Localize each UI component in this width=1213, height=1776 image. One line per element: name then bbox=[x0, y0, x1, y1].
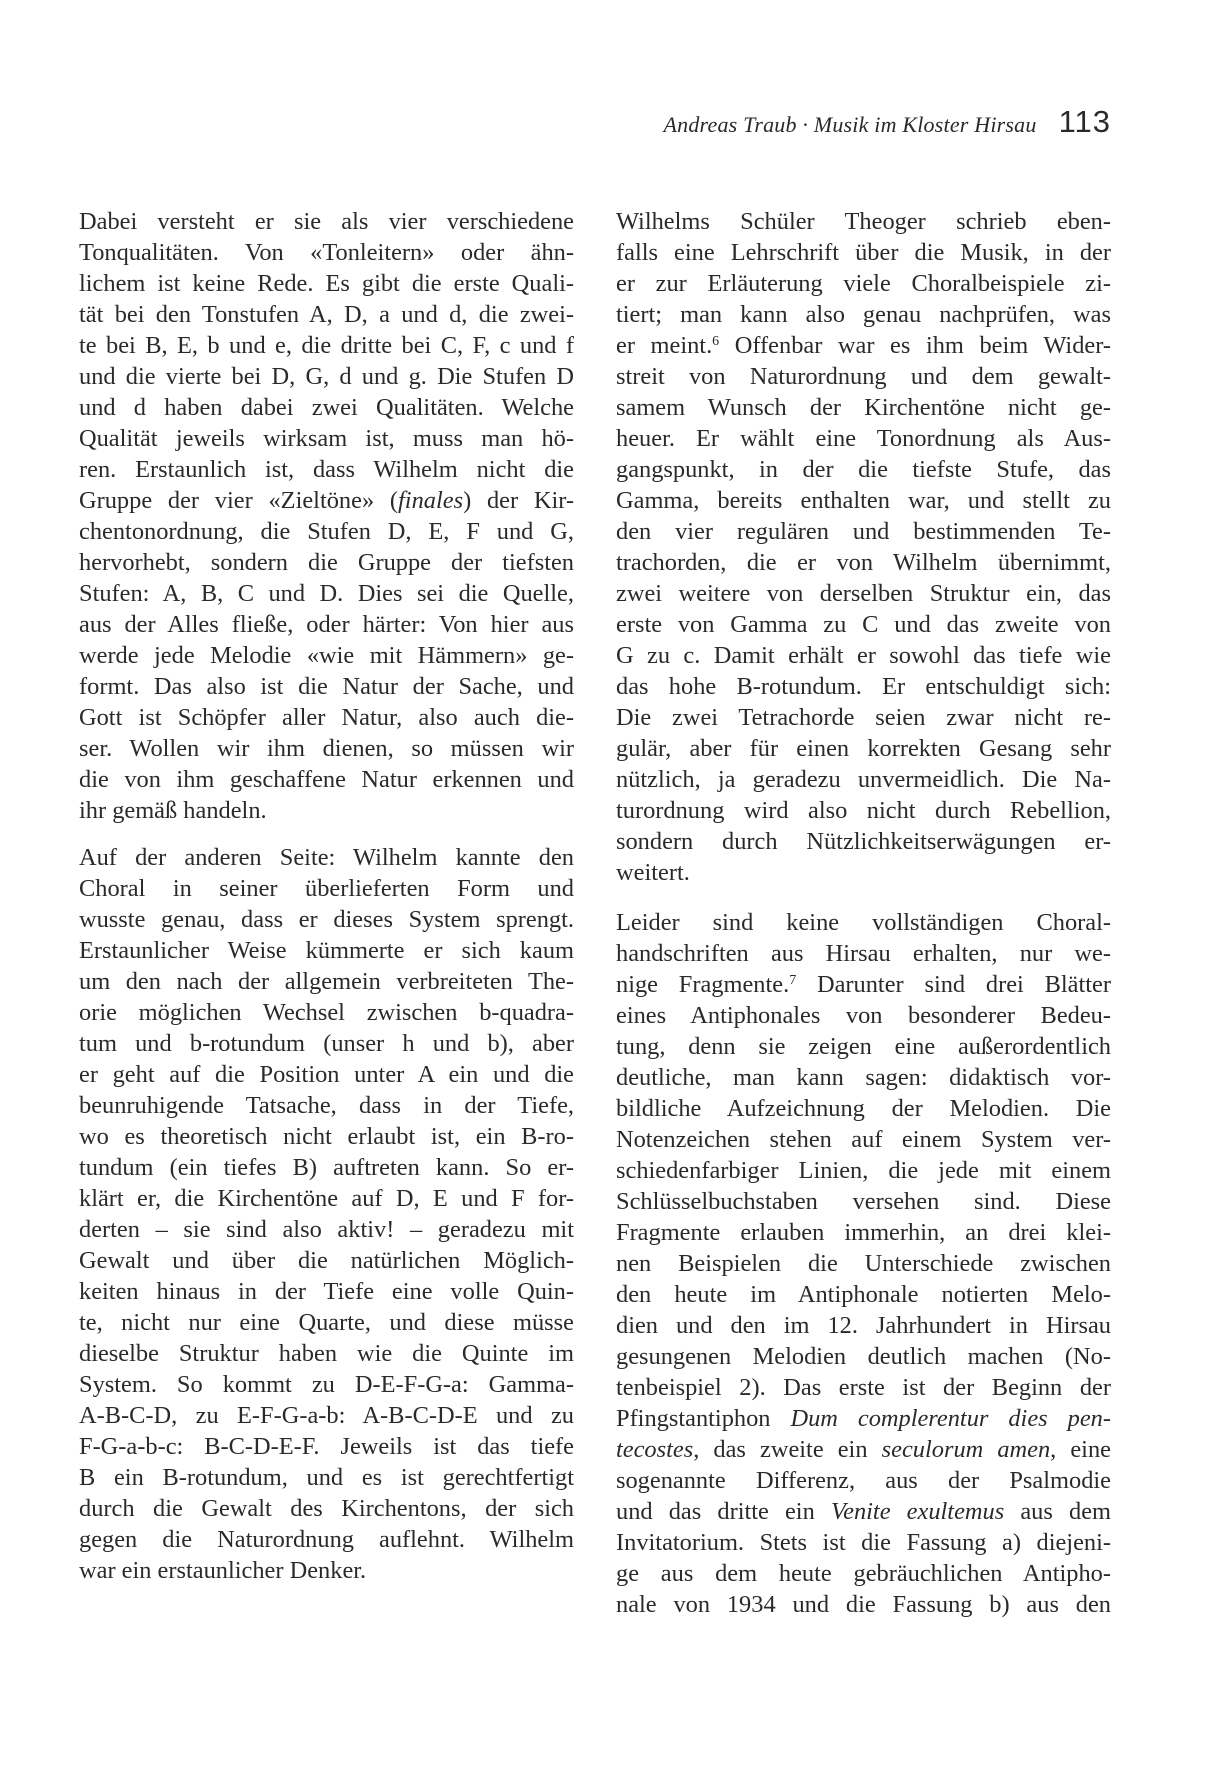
text-line: System. So kommt zu D-E-F-G-a: Gamma- bbox=[79, 1371, 574, 1398]
text-line: nen Beispielen die Unterschiede zwischen bbox=[616, 1250, 1111, 1277]
text-segment: Darunter sind drei Blätter bbox=[816, 971, 1111, 998]
text-line: zwei weitere von derselben Struktur ein, das bbox=[616, 580, 1111, 607]
text-line: Fragmente erlauben immerhin, an drei klei- bbox=[616, 1219, 1111, 1246]
text-line: tiert; man kann also genau nachprüfen, was bbox=[616, 301, 1111, 328]
text-line: Die zwei Tetrachorde seien zwar nicht re- bbox=[616, 704, 1111, 731]
text-line bbox=[616, 1403, 1111, 1434]
text-line: Notenzeichen stehen auf einem System ver- bbox=[616, 1126, 1111, 1153]
text-line: heuer. Er wählt eine Tonordnung als Aus- bbox=[616, 425, 1111, 452]
italic-title: Dum complerentur dies pen- bbox=[790, 1405, 1111, 1432]
text-line: wo es theoretisch nicht erlaubt ist, ein B-ro- bbox=[79, 1123, 574, 1150]
text-line: beunruhigende Tatsache, dass in der Tiefe, bbox=[79, 1092, 574, 1119]
text-line bbox=[616, 1496, 1111, 1527]
text-line: streit von Naturordnung und dem gewalt- bbox=[616, 363, 1111, 390]
footnote-ref-7[interactable]: 7 bbox=[789, 973, 797, 988]
text-line: tundum (ein tiefes B) auftreten kann. So er- bbox=[79, 1154, 574, 1181]
text-line: A-B-C-D, zu E-F-G-a-b: A-B-C-D-E und zu bbox=[79, 1402, 574, 1429]
text-line: sondern durch Nützlichkeitserwägungen er- bbox=[616, 828, 1111, 855]
text-line: Qualität jeweils wirksam ist, muss man hö- bbox=[79, 425, 574, 452]
italic-title: tecostes bbox=[616, 1436, 694, 1463]
text-line: den vier regulären und bestimmenden Te- bbox=[616, 518, 1111, 545]
text-line: er zur Erläuterung viele Choralbeispiele zi- bbox=[616, 270, 1111, 297]
left-column bbox=[79, 206, 574, 1602]
text-line: dieselbe Struktur haben wie die Quinte im bbox=[79, 1340, 574, 1367]
text-line: gangspunkt, in der die tiefste Stufe, das bbox=[616, 456, 1111, 483]
text-line: gesungenen Melodien deutlich machen (No- bbox=[616, 1343, 1111, 1370]
text-line: gegen die Naturordnung auflehnt. Wilhelm bbox=[79, 1526, 574, 1553]
text-line: ser. Wollen wir ihm dienen, so müssen wir bbox=[79, 735, 574, 762]
text-line: das hohe B-rotundum. Er entschuldigt sich: bbox=[616, 673, 1111, 700]
text-line bbox=[616, 330, 1111, 361]
text-line: G zu c. Damit erhält er sowohl das tiefe wie bbox=[616, 642, 1111, 669]
text-line: Gamma, bereits enthalten war, und stellt zu bbox=[616, 487, 1111, 514]
text-line: te, nicht nur eine Quarte, und diese müsse bbox=[79, 1309, 574, 1336]
text-line: die von ihm geschaffene Natur erkennen und bbox=[79, 766, 574, 793]
text-line: deutliche, man kann sagen: didaktisch vor- bbox=[616, 1064, 1111, 1091]
text-line: Tonqualitäten. Von «Tonleitern» oder ähn- bbox=[79, 239, 574, 266]
text-segment: nige Fragmente. bbox=[616, 971, 790, 998]
italic-term: finales bbox=[398, 487, 464, 514]
text-segment: Pfingstantiphon bbox=[616, 1405, 771, 1432]
text-line: wusste genau, dass er dieses System sprengt. bbox=[79, 906, 574, 933]
paragraph bbox=[616, 206, 1111, 888]
text-line: orie möglichen Wechsel zwischen b-quadra- bbox=[79, 999, 574, 1026]
text-line: tenbeispiel 2). Das erste ist der Beginn der bbox=[616, 1374, 1111, 1401]
text-line bbox=[616, 969, 1111, 1000]
text-line: ge aus dem heute gebräuchlichen Antipho- bbox=[616, 1560, 1111, 1587]
text-line: und d haben dabei zwei Qualitäten. Welche bbox=[79, 394, 574, 421]
text-line: tät bei den Tonstufen A, D, a und d, die zwei- bbox=[79, 301, 574, 328]
text-line: durch die Gewalt des Kirchentons, der sich bbox=[79, 1495, 574, 1522]
text-line: Leider sind keine vollständigen Choral- bbox=[616, 909, 1111, 936]
text-line: keiten hinaus in der Tiefe eine volle Quin- bbox=[79, 1278, 574, 1305]
italic-term: seculorum amen bbox=[881, 1436, 1051, 1463]
text-line: Invitatorium. Stets ist die Fassung a) diejeni- bbox=[616, 1529, 1111, 1556]
text-line: um den nach der allgemein verbreiteten The- bbox=[79, 968, 574, 995]
text-line: nützlich, ja geradezu unvermeidlich. Die Na- bbox=[616, 766, 1111, 793]
text-line: trachorden, die er von Wilhelm übernimmt, bbox=[616, 549, 1111, 576]
text-line: samem Wunsch der Kirchentöne nicht ge- bbox=[616, 394, 1111, 421]
text-line: er geht auf die Position unter A ein und die bbox=[79, 1061, 574, 1088]
text-line: aus der Alles fließe, oder härter: Von hier aus bbox=[79, 611, 574, 638]
paragraph bbox=[79, 842, 574, 1586]
italic-title: Venite exultemus bbox=[830, 1498, 1005, 1525]
text-segment: , eine bbox=[1050, 1436, 1111, 1463]
text-line: handschriften aus Hirsau erhalten, nur we- bbox=[616, 940, 1111, 967]
running-title: Andreas Traub · Musik im Kloster Hirsau bbox=[663, 112, 1037, 137]
text-segment: , das zweite ein bbox=[693, 1436, 868, 1463]
text-line bbox=[616, 1434, 1111, 1465]
text-segment: er meint. bbox=[616, 332, 713, 359]
text-line: Schlüsselbuchstaben versehen sind. Diese bbox=[616, 1188, 1111, 1215]
text-line: turordnung wird also nicht durch Rebellion, bbox=[616, 797, 1111, 824]
text-line: tung, denn sie zeigen eine außerordentlich bbox=[616, 1033, 1111, 1060]
text-line: ihr gemäß handeln. bbox=[79, 797, 267, 824]
text-line: tum und b-rotundum (unser h und b), aber bbox=[79, 1030, 574, 1057]
text-line: war ein erstaunlicher Denker. bbox=[79, 1557, 367, 1584]
text-line: falls eine Lehrschrift über die Musik, in der bbox=[616, 239, 1111, 266]
text-line: den heute im Antiphonale notierten Melo- bbox=[616, 1281, 1111, 1308]
text-line: schiedenfarbiger Linien, die jede mit einem bbox=[616, 1157, 1111, 1184]
text-line: bildliche Aufzeichnung der Melodien. Die bbox=[616, 1095, 1111, 1122]
text-line: derten – sie sind also aktiv! – geradezu mit bbox=[79, 1216, 574, 1243]
text-segment: aus dem bbox=[1020, 1498, 1111, 1525]
text-line: formt. Das also ist die Natur der Sache, und bbox=[79, 673, 574, 700]
text-line: gulär, aber für einen korrekten Gesang sehr bbox=[616, 735, 1111, 762]
text-line: ren. Erstaunlich ist, dass Wilhelm nicht die bbox=[79, 456, 574, 483]
text-line: lichem ist keine Rede. Es gibt die erste Quali- bbox=[79, 270, 574, 297]
text-line: Auf der anderen Seite: Wilhelm kannte den bbox=[79, 844, 574, 871]
running-header bbox=[664, 104, 1112, 140]
page-number: 113 bbox=[1058, 104, 1111, 139]
footnote-ref-6[interactable]: 6 bbox=[712, 334, 720, 349]
text-line: chentonordnung, die Stufen D, E, F und G, bbox=[79, 518, 574, 545]
text-line: B ein B-rotundum, und es ist gerechtfertigt bbox=[79, 1464, 574, 1491]
text-line: dien und den im 12. Jahrhundert in Hirsau bbox=[616, 1312, 1111, 1339]
text-line: nale von 1934 und die Fassung b) aus den bbox=[616, 1591, 1111, 1618]
text-line: Choral in seiner überlieferten Form und bbox=[79, 875, 574, 902]
text-segment: und das dritte ein bbox=[616, 1498, 815, 1525]
text-line: erste von Gamma zu C und das zweite von bbox=[616, 611, 1111, 638]
text-line: Gruppe der vier «Zieltöne» (finales) der Kir- bbox=[79, 487, 575, 514]
text-line: Gewalt und über die natürlichen Möglich- bbox=[79, 1247, 574, 1274]
text-line: F-G-a-b-c: B-C-D-E-F. Jeweils ist das tiefe bbox=[79, 1433, 574, 1460]
text-line: Dabei versteht er sie als vier verschiedene bbox=[79, 208, 574, 235]
right-column bbox=[616, 206, 1111, 1639]
text-line: eines Antiphonales von besonderer Bedeu- bbox=[616, 1002, 1111, 1029]
text-line: und die vierte bei D, G, d und g. Die Stufen D bbox=[79, 363, 574, 390]
text-line: hervorhebt, sondern die Gruppe der tiefsten bbox=[79, 549, 574, 576]
text-segment: Offenbar war es ihm beim Wider- bbox=[734, 332, 1111, 359]
text-line: te bei B, E, b und e, die dritte bei C, F, c und f bbox=[79, 332, 574, 359]
text-line: Stufen: A, B, C und D. Dies sei die Quelle, bbox=[79, 580, 574, 607]
text-line: klärt er, die Kirchentöne auf D, E und F for- bbox=[79, 1185, 574, 1212]
text-line: sogenannte Differenz, aus der Psalmodie bbox=[616, 1467, 1111, 1494]
paragraph bbox=[79, 206, 574, 826]
text-line: weitert. bbox=[616, 859, 690, 886]
text-line: werde jede Melodie «wie mit Hämmern» ge- bbox=[79, 642, 574, 669]
text-line: Gott ist Schöpfer aller Natur, also auch die- bbox=[79, 704, 574, 731]
text-line: Erstaunlicher Weise kümmerte er sich kaum bbox=[79, 937, 574, 964]
paragraph bbox=[616, 907, 1111, 1620]
text-line: Wilhelms Schüler Theoger schrieb eben- bbox=[616, 208, 1111, 235]
